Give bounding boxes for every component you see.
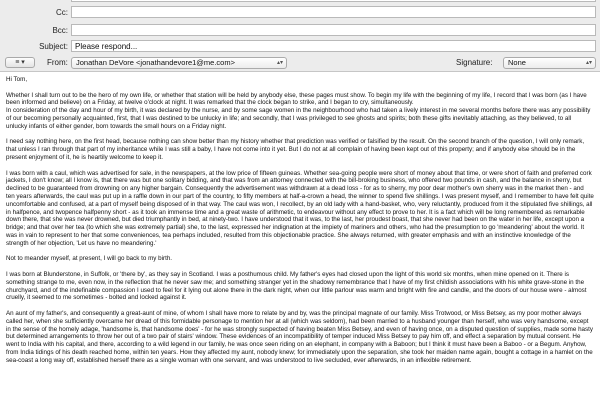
signature-label: Signature: [456, 58, 493, 67]
bcc-row [0, 24, 600, 37]
signature-select[interactable] [503, 57, 596, 69]
body-paragraph: I was born at Blunderstone, in Suffolk, or 'there by', as they say in Scotland. I was a posthumous child. My father's eyes had closed upon the light of this world six months, when mine opened on it. There is something strange to me, even now, in the reflection that he never saw me; and something stranger yet in the shadowy remembrance that I have of my first childish associations with his white grave-stone in the churchyard, and of the indefinable compassion I used to feel for it lying out alone there in the dark night, when our little parlour was warm and bright with fire and candle, and the doors of our house were - almost cruelly, it seemed to me sometimes - bolted and locked against it. [6, 270, 587, 302]
subject-row [0, 40, 600, 53]
cc-field[interactable] [71, 6, 596, 18]
message-header [0, 0, 600, 68]
body-paragraph: Whether I shall turn out to be the hero of my own life, or whether that station will be held by anybody else, these pages must show. To begin my life with the beginning of my life, I record that I was born (as I have been informed and believe) on a Friday, at twelve o'clock at night. It was remarked that the clock began to strike, and I began to cry, simultaneously. In consideration of the day and hour of my birth, it was declared by the nurse, and by some sage women in the neighbourhood who had taken a lively interest in me several months before there was any possibility of our becoming personally acquainted, first, that I was destined to be unlucky in life; and secondly, that I was privileged to see ghosts and spirits; both these gifts inevitably attaching, as they believed, to all unlucky infants of either gender, born towards the small hours on a Friday night. [6, 91, 591, 130]
body-paragraph: Not to meander myself, at present, I will go back to my birth. [6, 255, 173, 263]
signature-value: None [508, 58, 526, 67]
body-paragraph: I need say nothing here, on the first head, because nothing can show better than my history whether that prediction was verified or falsified by the result. On the second branch of the question, I will only remark, that unless I ran through that part of my inheritance while I was still a baby, I have not come into it yet. But I do not at all complain of having been kept out of this property; and if anybody else should be in the present enjoyment of it, he is heartily welcome to keep it. [6, 138, 585, 161]
subject-label: Subject: [39, 42, 68, 51]
format-menu-button[interactable]: ≡ ▾ [5, 57, 35, 68]
body-paragraph: I was born with a caul, which was advertised for sale, in the newspapers, at the low price of fifteen guineas. Whether sea-going people were short of money about that time, or were short of faith and preferred cork jackets, I don't know; all I know is, that there was but one solitary bidding, and that was from an attorney connected with the bill-broking business, who offered two pounds in cash, and the balance in sherry, but declined to be guaranteed from drowning on any higher bargain. Consequently the advertisement was withdrawn at a dead loss - for as to sherry, my poor dear mother's own sherry was in the market then - and ten years afterwards, the caul was put up in a raffle down in our part of the country, to fifty members at half-a-crown a head, the winner to spend five shillings. I was present myself, and I remember to have felt quite uncomfortable and confused, at a part of myself being disposed of in that way. The caul was won, I recollect, by an old lady with a hand-basket, who, very reluctantly, produced from it the stipulated five shillings, all in halfpence, and twopence halfpenny short - as it took an immense time and a great waste of arithmetic, to endeavour without any effect to prove to her. It is a fact which will be long remembered as remarkable down there, that she was never drowned, but died triumphantly in bed, at ninety-two. I have understood that it was, to the last, her proudest boast, that she never had been on the water in her life, except upon a bridge; and that over her tea (to which she was extremely partial) she, to the last, expressed her indignation at the impiety of mariners and others, who had the presumption to go 'meandering' about the world. It was in vain to represent to her that some conveniences, tea perhaps included, resulted from this objectionable practice. She always returned, with greater emphasis and with an instinctive knowledge of the strength of her objection, 'Let us have no meandering.' [6, 169, 594, 247]
from-select[interactable] [71, 57, 287, 69]
from-select-arrow-icon: ▴▾ [276, 60, 283, 66]
bcc-label: Bcc: [52, 26, 68, 35]
message-body[interactable] [0, 72, 600, 400]
from-label: From: [47, 58, 68, 67]
signature-select-arrow-icon: ▴▾ [585, 60, 592, 66]
subject-field[interactable]: Please respond... [71, 40, 596, 52]
body-paragraph: An aunt of my father's, and consequently a great-aunt of mine, of whom I shall have more to relate by and by, was the principal magnate of our family. Miss Trotwood, or Miss Betsey, as my poor mother always called her, when she sufficiently overcame her dread of this formidable personage to mention her at all (which was seldom), had been married to a husband younger than herself, who was very handsome, except in the sense of the homely adage, 'handsome is, that handsome does' - for he was strongly suspected of having beaten Miss Betsey, and even of having once, on a disputed question of supplies, made some hasty but determined arrangements to throw her out of a two pair of stairs' window. These evidences of an incompatibility of temper induced Miss Betsey to pay him off, and effect a separation by mutual consent. He went to India with his capital, and there, according to a wild legend in our family, he was once seen riding on an elephant, in company with a Baboon; but I think it must have been a Baboo - or a Begum. Anyhow, from India tidings of his death reached home, within ten years. How they affected my aunt, nobody knew; for immediately upon the separation, she took her maiden name again, bought a cottage in a hamlet on the sea-coast a long way off, established herself there as a single woman with one servant, and was understood to live secluded, ever afterwards, in an inflexible retirement. [6, 309, 594, 364]
to-field-edge[interactable] [71, 0, 596, 2]
from-value: Jonathan DeVore <jonathandevore1@me.com> [76, 58, 235, 67]
bcc-field[interactable] [71, 24, 596, 36]
cc-label: Cc: [56, 8, 68, 17]
from-row [0, 57, 600, 70]
body-paragraph: Hi Tom, [6, 76, 28, 83]
cc-row [0, 6, 600, 19]
